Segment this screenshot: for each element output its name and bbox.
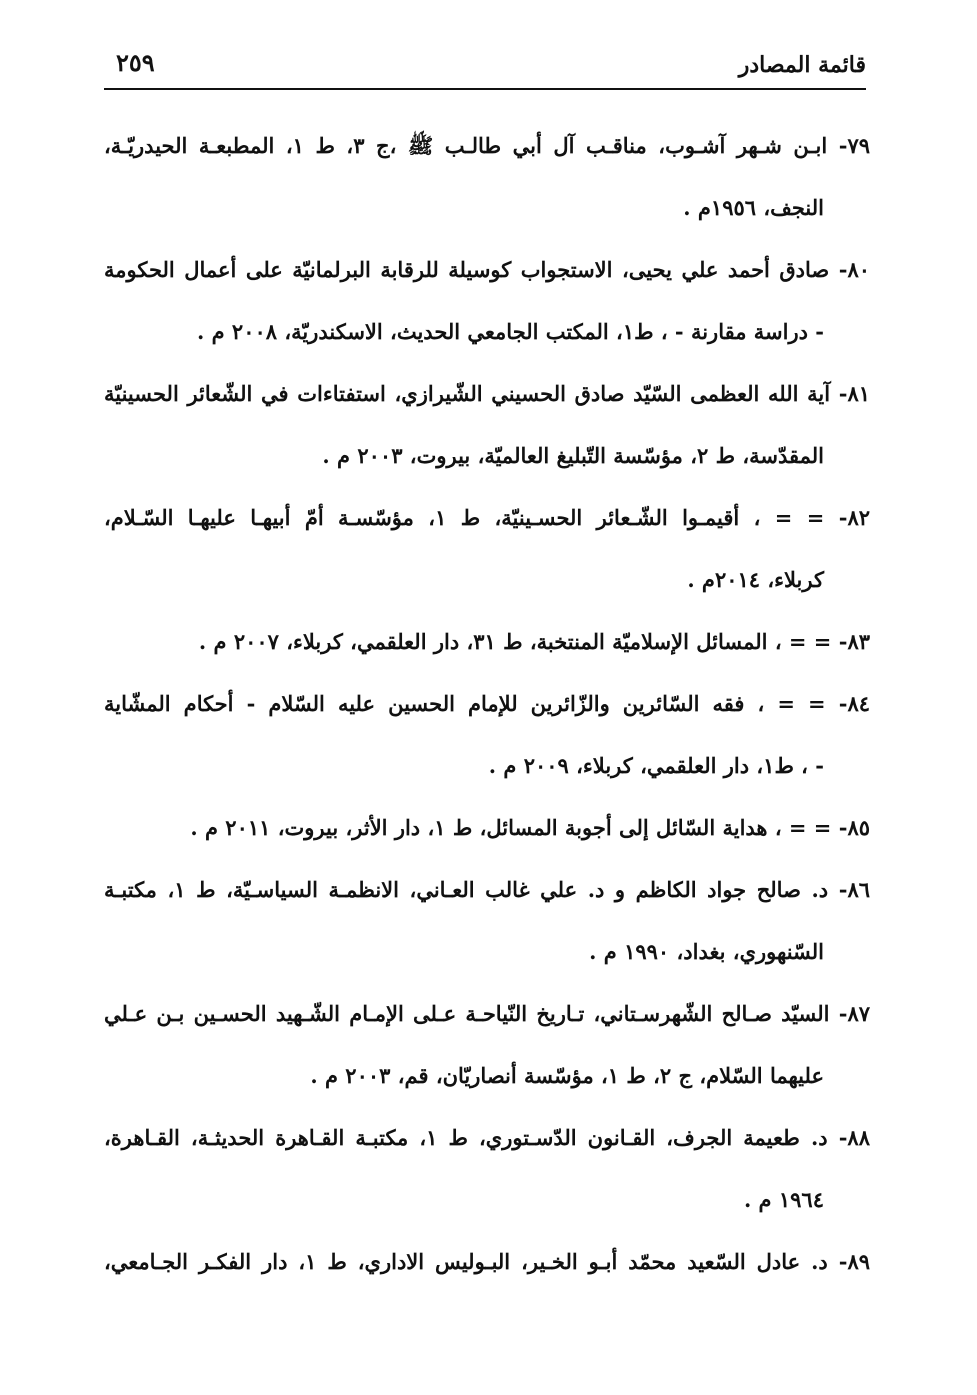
entry-line: ٨٠- صادق أحمد علي يحيى، الاستجواب كوسيلة للرقابة البرلمانيّة على أعمال الحكومة: [104, 257, 870, 282]
bibliography-entry-87: [104, 990, 870, 1114]
page-number: ٢٥٩: [116, 48, 155, 77]
entry-line: النجف، ١٩٥٦م .: [683, 195, 824, 220]
bibliography-entry-86: [104, 866, 870, 990]
page-header: [104, 40, 866, 86]
bibliography-entry-79: [104, 122, 870, 246]
bibliography-entry-80: [104, 246, 870, 370]
bibliography-entry-84: [104, 680, 870, 804]
bibliography-entry-81: [104, 370, 870, 494]
bibliography-entry-89: [104, 1238, 870, 1300]
entry-line: ٧٩- ابـن شـهر آشـوب، مناقـب آل أبي طالـب ﷺ ،ج ٣، ط ١، المطبعـة الحيدريّـة،: [104, 133, 870, 158]
entry-line: ٨٢- = = ، أقيمـوا الشّـعائر الحسـينيّة، ط ١، مؤسّسـة أمّ أبيهـا عليهـا السّـلام،: [104, 505, 870, 530]
bibliography-entry-85: [104, 804, 870, 866]
entry-line: ٨١- آية الله العظمى السّيّد صادق الحسيني الشّيرازي، استفتاءات في الشّعائر الحسينيّة: [104, 381, 870, 406]
bibliography-entry-83: [104, 618, 870, 680]
entry-line: ٨٩- د. عادل السّعيد محمّد أبـو الخـير، البـوليس الاداري، ط ١، دار الفكـر الجـامعي،: [104, 1249, 870, 1274]
entry-line: السّنهوري، بغداد، ١٩٩٠ م .: [589, 939, 824, 964]
entry-line: كربلاء، ٢٠١٤م .: [687, 567, 824, 592]
entry-line: ١٩٦٤ م .: [743, 1187, 824, 1212]
entry-line: المقدّسة، ط ٢، مؤسّسة التّبليغ العالميّة، بيروت، ٢٠٠٣ م .: [322, 443, 824, 468]
bibliography-entry-88: [104, 1114, 870, 1238]
entry-line: ٨٨- د. طعيمة الجرف، القـانون الدّسـتوري، ط ١، مكتبـة القـاهرة الحديثـة، القـاهرة،: [104, 1125, 870, 1150]
bibliography-list: [104, 122, 870, 1300]
entry-line: ٨٤- = = ، فقه السّائرين والزّائرين للإمام الحسين عليه السّلام - أحكام المشّاية: [104, 691, 870, 716]
entry-line: ٨٧- السيّد صـالح الشّهرسـتاني، تـاريخ النّياحـة عـلى الإمـام الشّـهيد الحسـين بـن عـلي: [104, 1001, 870, 1026]
entry-line: - دراسة مقارنة - ، ط١، المكتب الجامعي الحديث، الاسكندريّة، ٢٠٠٨ م .: [196, 319, 824, 344]
entry-line: ٨٣- = = ، المسائل الإسلاميّة المنتخبة، ط ٣١، دار العلقمي، كربلاء، ٢٠٠٧ م .: [198, 629, 870, 654]
running-title: قائمة المصادر: [738, 52, 866, 78]
entry-line: - ، ط١، دار العلقمي، كربلاء، ٢٠٠٩ م .: [488, 753, 824, 778]
bibliography-entry-82: [104, 494, 870, 618]
entry-line: ٨٦- د. صالح جواد الكاظم و د. علي غالب العـاني، الانظمـة السياسـيّة، ط ١، مكتبـة: [104, 877, 870, 902]
header-rule: [104, 88, 866, 90]
entry-line: ٨٥- = = ، هداية السّائل إلى أجوبة المسائل، ط ١، دار الأثر، بيروت، ٢٠١١ م .: [190, 815, 870, 840]
entry-line: عليهما السّلام، ج ٢، ط ١، مؤسّسة أنصاريّان، قم، ٢٠٠٣ م .: [310, 1063, 824, 1088]
